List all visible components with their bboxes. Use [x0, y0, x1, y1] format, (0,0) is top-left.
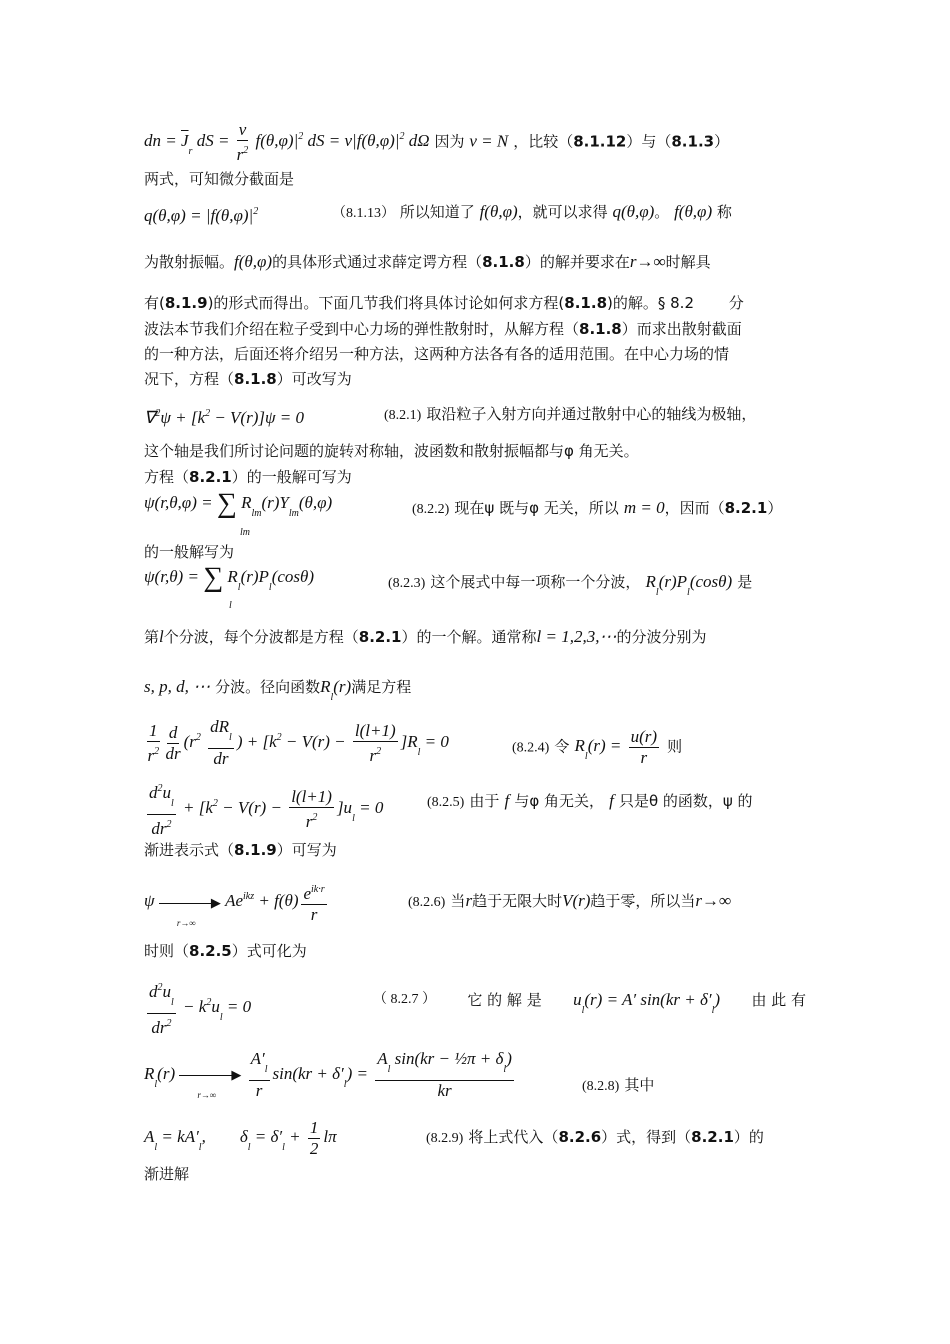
equation-number: (8.2.6) — [408, 895, 446, 910]
equation-reference: 8.2.6 — [558, 1128, 602, 1146]
equation-line-8-2-9 — [144, 1118, 337, 1159]
text-segment: ） — [767, 499, 783, 517]
paragraph-line: 的一般解写为 — [144, 543, 235, 561]
text-segment: 其中 — [624, 1076, 655, 1094]
text-segment: 况下，方程（ — [144, 370, 235, 388]
equation-inline: m = 0 — [623, 498, 665, 517]
text-segment: 趋于无限大时 — [472, 892, 563, 910]
paragraph-line — [144, 839, 337, 861]
text-segment: ，因而（ — [664, 499, 725, 517]
equation-line-8-2-8 — [144, 1049, 517, 1101]
equation-line-8-1-13 — [144, 201, 258, 227]
text-segment: ）而求出散射截面 — [621, 320, 742, 338]
equation-line-8-2-1 — [144, 403, 304, 429]
equation-q: $q(\theta,\varphi) = |f(\theta,\varphi)|^2$ — [144, 206, 259, 225]
equation-reference: 8.1.3 — [671, 132, 715, 151]
equation-inline: s, p, d, ⋯ — [144, 677, 211, 696]
equation-reference: 8.1.9 — [164, 294, 208, 312]
equation-inline: f — [609, 791, 614, 810]
equation-number: (8.2.2) — [412, 502, 450, 517]
text-segment: )的形式而得出。下面几节我们将具体讨论如何求方程( — [207, 294, 565, 312]
equation-reference: 8.1.8 — [564, 294, 608, 312]
equation-inline: $u_l(r) = A'$ $\sin(kr + \delta'_l)$ — [573, 990, 721, 1016]
equation-line-8-2-2-text — [412, 497, 782, 521]
text-segment: ）的 — [733, 1128, 764, 1146]
equation-inline: f — [504, 791, 510, 810]
text-segment: ，比较（ — [513, 132, 574, 151]
equation-inline: f(θ,φ) — [479, 202, 518, 221]
equation-inline: r→∞ — [695, 891, 732, 910]
equation-inline: r — [465, 891, 473, 910]
equation-inline: l — [159, 627, 164, 646]
equation-inline: $R_l(r)$ — [320, 677, 352, 703]
paragraph-line: 渐进解 — [144, 1165, 190, 1183]
equation-reference: 8.1.8 — [482, 253, 525, 271]
paragraph-line — [144, 318, 742, 340]
paragraph-line — [144, 626, 706, 648]
sum-index: l — [229, 600, 232, 611]
equation-inline: f(θ,φ) — [234, 252, 273, 271]
equation-number: (8.2.1) — [384, 408, 422, 423]
paragraph-line: 两式，可知微分截面是 — [144, 170, 295, 188]
equation-line-8-2-5 — [144, 779, 383, 839]
text-segment: 有( — [144, 294, 165, 312]
text-segment: 趋于零，所以当 — [590, 892, 696, 910]
equation-schrodinger: $\nabla^2\psi + [k^2 - V(r)]\psi = 0$ — [144, 408, 305, 427]
text-segment: ）可改写为 — [276, 370, 352, 388]
equation-line-8-2-4-text — [512, 727, 682, 768]
equation-inline: $R_l(r)$ = $\frac{u(r)}{r}$ — [574, 727, 658, 767]
equation-reference: 8.2.1 — [358, 628, 402, 646]
equation-line-8-2-4 — [144, 717, 449, 769]
text-segment: 它 的 解 是 — [467, 991, 542, 1009]
text-segment: 由于 — [469, 792, 500, 810]
equation-reference: 8.1.12 — [573, 132, 627, 151]
equation-line-8-1-13-text — [332, 201, 732, 225]
text-segment: 由 此 有 — [751, 991, 806, 1009]
text-segment: 。 — [654, 203, 670, 221]
text-segment: ）的解并要求在 — [524, 253, 630, 271]
paragraph-line: 的一种方法，后面还将介绍另一种方法，这两种方法各有各的适用范围。在中心力场的情 — [144, 345, 730, 363]
text-segment: 时则（ — [144, 942, 190, 960]
equation-inline: V(r) — [562, 891, 591, 910]
equation-radial-asymptotic: $R_l(r)$ ▶ r→∞ $\frac{A'_l}{r}$ $\sin(kr + \delta'_l)$ = $\frac{A_l \sin(kr - \frac{1}{2}\pi + \delta_l)}{kr}$ — [144, 1049, 512, 1100]
equation-inline: r→∞ — [629, 252, 666, 271]
equation-line-8-2-2 — [144, 488, 333, 525]
equation-line-8-2-3 — [144, 562, 315, 599]
text-segment: 这个展式中每一项称一个分波， — [430, 573, 641, 591]
text-segment: 现在ψ 既与φ 无关，所以 — [454, 499, 619, 517]
equation-reference: 8.2.1 — [189, 468, 232, 486]
text-segment: 因为 — [434, 132, 465, 151]
text-segment: 第 — [144, 628, 160, 646]
text-segment: 与φ 角无关， — [514, 792, 605, 810]
paragraph-line — [144, 676, 411, 709]
text-segment: ）可写为 — [276, 841, 337, 859]
equation-reference: 8.1.9 — [234, 841, 277, 859]
text-segment: 则 — [667, 737, 683, 756]
equation-inline: l = 1,2,3,⋯ — [536, 627, 617, 646]
equation-reference: 8.2.1 — [724, 499, 768, 517]
equation-free-radial: $\frac{d^2u_l}{dr^2}$ − $k^2u_l = 0$ — [144, 997, 251, 1016]
text-segment: ） — [714, 132, 730, 151]
equation-number: (8.2.3) — [388, 576, 426, 591]
text-segment: 个分波，每个分波都是方程（ — [163, 628, 359, 646]
text-segment: 令 — [554, 737, 570, 756]
equation-number: (8.2.4) — [512, 740, 550, 756]
text-segment: 满足方程 — [351, 678, 412, 696]
equation-reference: 8.1.8 — [234, 370, 277, 388]
text-segment: 取沿粒子入射方向并通过散射中心的轴线为极轴， — [426, 405, 757, 423]
equation-inline: f(θ,φ) — [674, 202, 713, 221]
equation-phase-relations: $A_l = kA'_l$, $\delta_l = \delta'_l$ + $\frac{1}{2}$ lπ — [144, 1118, 337, 1158]
equation-line-8-2-5-text — [427, 790, 753, 814]
equation-line-8-2-3-text — [388, 571, 752, 604]
text-segment: 为散射振幅。 — [144, 253, 235, 271]
equation-number: （8.1.13） — [332, 206, 395, 221]
text-segment: 波法本节我们介绍在粒子受到中心力场的弹性散射时，从解方程（ — [144, 320, 580, 338]
equation-line-8-2-7 — [144, 978, 251, 1038]
equation-line-8-2-6-text — [408, 890, 731, 914]
equation-reference: 8.1.8 — [579, 320, 622, 338]
paragraph-line: 这个轴是我们所讨论问题的旋转对称轴，波函数和散射振幅都与φ 角无关。 — [144, 442, 639, 460]
text-segment: 的具体形式通过求薛定谔方程（ — [272, 253, 483, 271]
text-segment: 是 — [737, 573, 753, 591]
text-segment: ）式可化为 — [231, 942, 307, 960]
equation-line-8-2-6 — [144, 880, 330, 928]
equation-inline: q(θ,φ) — [612, 202, 655, 221]
equation-inline: v = N — [469, 131, 509, 151]
equation-reference: 8.2.1 — [691, 1128, 734, 1146]
paragraph-line — [144, 940, 307, 962]
text-segment: )的解。§ 8.2 分 — [607, 294, 744, 312]
equation-line-8-2-7-text — [373, 989, 806, 1022]
equation-line-8-2-8-text — [582, 1074, 654, 1098]
text-segment: ）与（ — [626, 132, 672, 151]
text-segment: ，就可以求得 — [517, 203, 608, 221]
paragraph-line — [144, 368, 352, 390]
text-segment: 时解具 — [665, 253, 711, 271]
text-segment: 称 — [716, 203, 732, 221]
text-segment: 所以知道了 — [399, 203, 475, 221]
equation-line-8-1-12 — [144, 120, 729, 165]
text-segment: 分波。径向函数 — [215, 678, 321, 696]
paragraph-line — [144, 251, 711, 273]
equation-dn: dn = $\overline{J}_r$ dS = $\frac{v}{r^2}$ $f(\theta,\varphi)|^2$ dS = $v|f(\theta,\varphi)|^2$ dΩ — [144, 120, 430, 164]
equation-line-8-2-1-text — [384, 403, 756, 427]
equation-radial: $\frac{1}{r^2}$ $\frac{d}{dr}$ ($r^2$ $\frac{dR_l}{dr}$ ) + [$k^2 - V(r)$ − $\frac{l(l+1)}{r^2}$ ]$R_l = 0$ — [147, 717, 449, 768]
text-segment: 的分波分别为 — [616, 628, 707, 646]
equation-reference: 8.2.5 — [189, 942, 232, 960]
equation-number: (8.2.9) — [426, 1131, 464, 1146]
text-segment: 只是θ 的函数，ψ 的 — [618, 792, 753, 810]
equation-number: (8.2.5) — [427, 795, 465, 810]
sum-index: lm — [240, 527, 250, 538]
equation-general-solution: ψ(r,θ,φ) = ∑ $R_{lm}(r)Y_{lm}(\theta,\varphi)$ — [144, 488, 333, 519]
text-segment: 当 — [450, 892, 466, 910]
text-segment: ）的一般解可写为 — [231, 468, 352, 486]
equation-inline: $R_l(r)P_l(\cos\theta)$ — [645, 572, 733, 598]
paragraph-line — [144, 466, 352, 488]
text-segment: ）的一个解。通常称 — [401, 628, 537, 646]
text-segment: ）式，得到（ — [601, 1128, 692, 1146]
text-segment: 将上式代入（ — [468, 1128, 559, 1146]
text-segment: 方程（ — [144, 468, 190, 486]
equation-line-8-2-9-text — [426, 1126, 764, 1150]
text-segment: 渐进表示式（ — [144, 841, 235, 859]
equation-u-radial: $\frac{d^2u_l}{dr^2}$ + [$k^2 - V(r)$ − $\frac{l(l+1)}{r^2}$ ]$u_l = 0$ — [144, 798, 383, 817]
equation-number: （ 8.2.7 ） — [373, 992, 436, 1007]
equation-partial-wave-expansion: ψ(r,θ) = ∑ $R_l(r)P_l(\cos\theta)$ — [144, 562, 315, 593]
paragraph-line — [144, 292, 744, 314]
equation-number: (8.2.8) — [582, 1079, 620, 1094]
equation-asymptotic-psi: ψ ▶ r→∞ $Ae^{ikz} + f(\theta)$ $\frac{e^{ik\cdot r}}{r}$ — [144, 891, 330, 910]
